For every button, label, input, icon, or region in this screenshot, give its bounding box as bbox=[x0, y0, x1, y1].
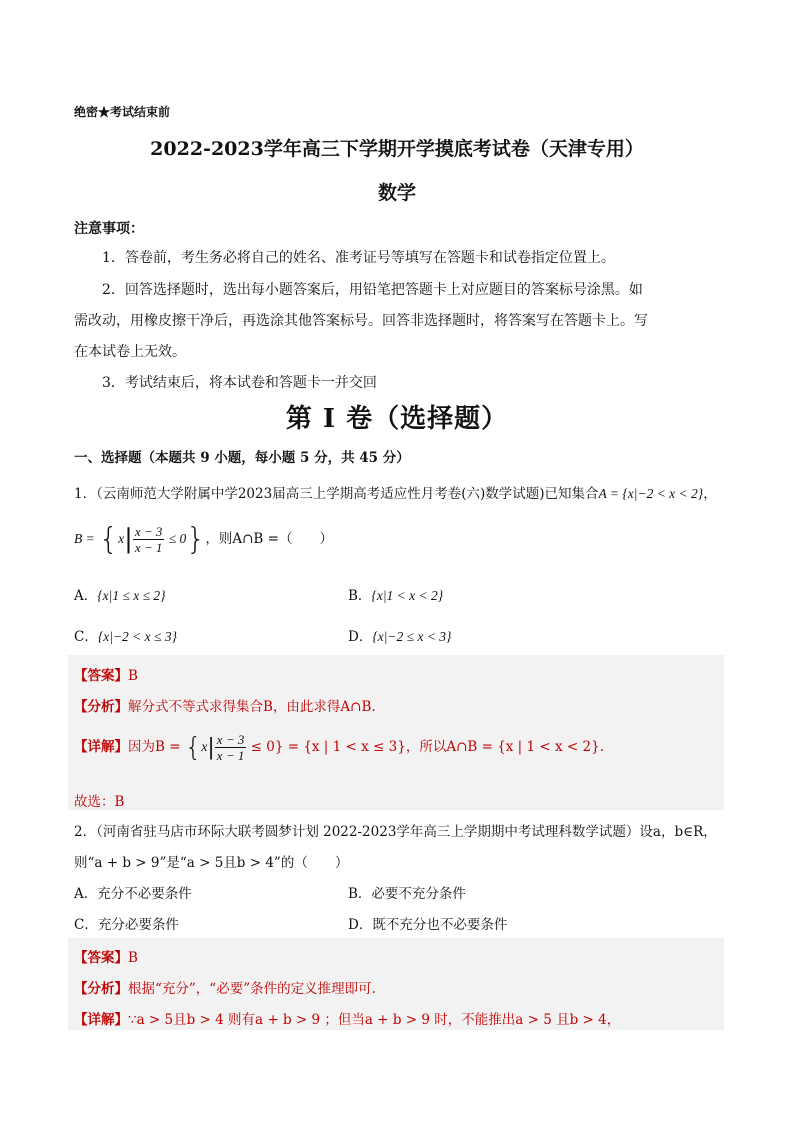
q1-conclusion: 故选：B bbox=[74, 794, 125, 810]
q1-set-b-prefix: B = bbox=[74, 531, 95, 546]
q1-analysis: 【分析】解分式不等式求得集合B，由此求得A∩B. bbox=[74, 699, 376, 715]
q2-option-a[interactable]: A．充分不必要条件 bbox=[74, 886, 192, 902]
exam-title: 2022-2023学年高三下学期开学摸底考试卷（天津专用） bbox=[150, 138, 644, 160]
q1-option-d[interactable]: D．{x|−2 ≤ x < 3} bbox=[348, 629, 452, 645]
q1-set-b-line: B = {x| $\frac{x - 3}{x - 1}$ ≤ 0}，则A∩B =（ ） bbox=[74, 522, 333, 557]
q1-set-b-suffix: ≤ 0 bbox=[168, 531, 187, 546]
notice-item-2-line-2: 需改动，用橡皮擦干净后，再选涂其他答案标号。回答非选择题时，将答案写在答题卡上。写 bbox=[74, 313, 648, 329]
confidential-mark: 绝密★考试结束前 bbox=[74, 105, 171, 119]
section-heading: 一、选择题（本题共 9 小题，每小题 5 分，共 45 分） bbox=[74, 450, 410, 466]
q2-option-d[interactable]: D．既不充分也不必要条件 bbox=[348, 917, 508, 933]
q1-option-c[interactable]: C．{x|−2 < x ≤ 3} bbox=[74, 629, 177, 645]
q1-option-a[interactable]: A．{x|1 ≤ x ≤ 2} bbox=[74, 588, 166, 604]
notice-heading: 注意事项： bbox=[74, 221, 144, 237]
q1-stem-text: 1．（云南师范大学附属中学2023届高三上学期高考适应性月考卷(六)数学试题)已知集合 bbox=[74, 486, 599, 502]
q1-detail: 【详解】因为B = {x| $\frac{x - 3}{x - 1}$ ≤ 0} = {x | 1 < x ≤ 3}，所以A∩B = {x | 1 < x < 2}. bbox=[74, 732, 604, 763]
q2-answer: 【答案】B bbox=[74, 950, 138, 966]
notice-item-3: 3．考试结束后，将本试卷和答题卡一并交回 bbox=[102, 375, 377, 391]
q1-fraction: $\frac{x - 3}{x - 1}$ bbox=[134, 524, 163, 555]
q1-set-a: A = {x|−2 < x < 2} bbox=[598, 486, 704, 501]
notice-item-1: 1．答卷前，考生务必将自己的姓名、准考证号等填写在答题卡和试卷指定位置上。 bbox=[102, 250, 615, 266]
q2-stem-line-2: 则“a + b > 9”是“a > 5且b > 4”的（ ） bbox=[74, 855, 349, 871]
q2-stem-line-1: 2．（河南省驻马店市环际大联考圆梦计划 2022-2023学年高三上学期期中考试理科数学试题）设a，b∈R， bbox=[74, 824, 717, 840]
q2-detail: 【详解】∵a > 5且b > 4 则有a + b > 9 ；但当a + b > 9 时，不能推出a > 5 且b > 4， bbox=[74, 1012, 621, 1028]
notice-item-2-line-3: 在本试卷上无效。 bbox=[74, 344, 186, 360]
q2-analysis: 【分析】根据“充分”，“必要”条件的定义推理即可. bbox=[74, 981, 376, 997]
subject-title: 数学 bbox=[377, 182, 416, 204]
q1-answer: 【答案】B bbox=[74, 668, 138, 684]
q1-stem: 1．（云南师范大学附属中学2023届高三上学期高考适应性月考卷(六)数学试题)已知集合A = {x|−2 < x < 2}， bbox=[74, 486, 717, 502]
q1-ask: ，则A∩B =（ ） bbox=[205, 531, 333, 547]
volume-title: 第 I 卷（选择题） bbox=[285, 404, 509, 434]
q1-option-b[interactable]: B．{x|1 < x < 2} bbox=[348, 588, 444, 604]
q2-option-b[interactable]: B．必要不充分条件 bbox=[348, 886, 466, 902]
q2-option-c[interactable]: C．充分必要条件 bbox=[74, 917, 179, 933]
notice-item-2-line-1: 2．回答选择题时，选出每小题答案后，用铅笔把答题卡上对应题目的答案标号涂黑。如 bbox=[102, 282, 643, 298]
q1-detail-fraction: $\frac{x - 3}{x - 1}$ bbox=[216, 732, 245, 763]
